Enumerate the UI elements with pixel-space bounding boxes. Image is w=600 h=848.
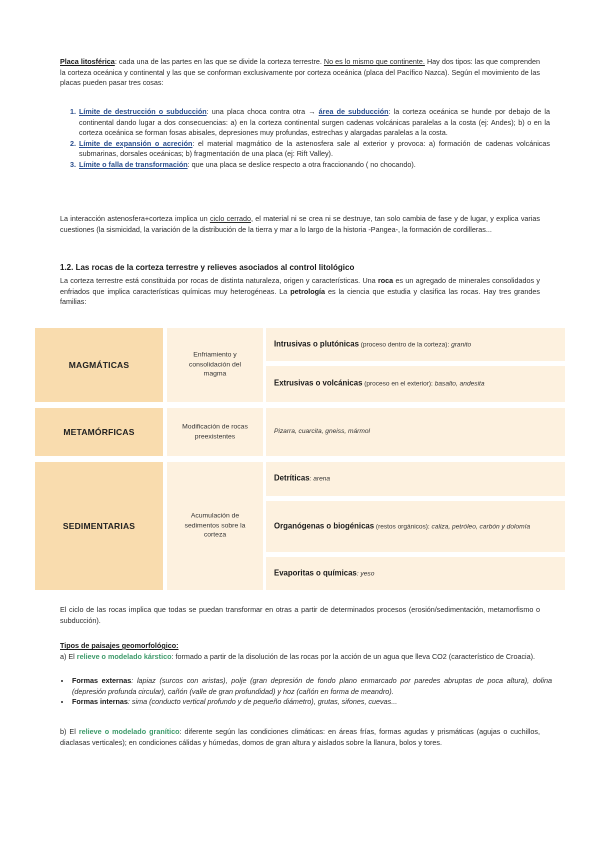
extrusivas-cell (266, 366, 565, 402)
granitic-name: relieve o modelado granítico (78, 727, 180, 736)
cycle-pre: La interacción astenosfera+corteza implica un (60, 214, 210, 223)
section-p3: es la ciencia que estudia y clasifica las rocas. Hay tres grandes familias: (60, 286, 540, 307)
sedimentarias-process-cell (167, 462, 263, 590)
organogenas-example: caliza, petróleo, carbón y dolomía (431, 522, 531, 530)
extrusivas-title: Extrusivas o volcánicas (274, 378, 363, 388)
roca-term: roca (377, 276, 394, 285)
section-paragraph (60, 276, 540, 308)
granitic-text: : diferente según las condiciones climáticas: en áreas frías, formas agudas y prismáticas (agujas o cuchillos, diaclasas verticales); en condiciones cálidas y húmedas, domos de gran altura y aislados sobre la llanura, bolos y tores. (60, 727, 540, 747)
placa-rest: Hay dos tipos: las que comprenden la corteza oceánica y continental y las que se conforman exclusivamente por corteza oceánica (placa del Pacífico Nazca). Según el movimiento de las placas pueden pasar tres cosas: (60, 57, 540, 88)
organogenas-note: (restos orgánicos): (374, 522, 432, 530)
placa-note: No es lo mismo que continente. (323, 57, 425, 66)
magmaticas-name-cell (35, 328, 163, 402)
intrusivas-text (266, 339, 565, 351)
list-item (78, 160, 550, 171)
karst-text: : formado a partir de la disolución de las rocas por la acción de un agua que lleva CO2 (característico de Croacia). (171, 652, 536, 661)
section-p1: La corteza terrestre está constituida por rocas de distinta naturaleza, origen y características. Una (60, 276, 378, 285)
ext-title: Formas externas (72, 676, 132, 685)
limit-text: : la corteza oceánica se hunde por debajo de la continental dando lugar a dos consecuencias: a) en la corteza continental surgen cadenas volcánicas paralelas a la costa (ej: Andes); b) o en la corteza oceánica se forman fosas abisales, depresiones muy profundas, estrechas y alargadas paralelas a la costa. (79, 107, 550, 138)
organogenas-title: Organógenas o biogénicas (274, 520, 375, 530)
paisajes-title-line (60, 641, 540, 652)
evaporitas-cell (266, 557, 565, 590)
ext-text: : lapiaz (surcos con aristas), polje (gran depresión de fondo plano enmarcado por paredes abruptas de poca altura), dolina (depresión profunda circular), cañón (valle de gran profundidad) y hoz (cañón en forma de meandro). (72, 676, 552, 696)
detriticas-cell (266, 462, 565, 496)
limit-sep: : una placa choca contra otra → (206, 107, 319, 116)
cycle-paragraph (60, 214, 540, 235)
limit-title: Límite de destrucción o subducción (79, 107, 207, 116)
limit-text: : el material magmático de la astenosfera sale al exterior y provoca: a) formación de cadenas volcánicas submarinas, dorsales oceánicas; b) fragmentación de una placa (ej: Rift Valley). (79, 138, 550, 159)
metamorficas-name: METAMÓRFICAS (63, 427, 135, 437)
placa-title: Placa litosférica (60, 57, 115, 66)
sedimentarias-name: SEDIMENTARIAS (62, 521, 136, 531)
paisajes-title: Tipos de paisajes geomorfológico: (60, 641, 179, 650)
metamorficas-examples: Pizarra, cuarcita, gneiss, mármol (274, 427, 371, 435)
evaporitas-title: Evaporitas o químicas (274, 567, 357, 577)
organogenas-cell (266, 501, 565, 552)
magmaticas-process-cell (167, 328, 263, 402)
cycle-link: ciclo cerrado (209, 214, 251, 223)
rock-cycle-paragraph: El ciclo de las rocas implica que todas se puedan transformar en otras a partir de determinados procesos (erosión/sedimentación, metamorfismo o subducción). (60, 605, 540, 625)
section-heading: 1.2. Las rocas de la corteza terrestre y relieves asociados al control litológico (60, 263, 355, 272)
limit-text: : que una placa se deslice respecto a otra fraccionando ( no chocando). (187, 159, 416, 169)
karst-paragraph (60, 652, 540, 663)
metamorficas-name-cell (35, 408, 163, 456)
list-item (72, 676, 552, 697)
detriticas-example: : arena (309, 475, 331, 483)
granitic-paragraph (60, 727, 540, 748)
magmaticas-process: Enfriamiento y consolidación del magma (188, 351, 242, 378)
list-item (78, 107, 550, 139)
metamorficas-process-cell (167, 408, 263, 456)
granitic-pre: b) El (60, 727, 79, 736)
intrusivas-cell (266, 328, 565, 361)
sedimentarias-process: Acumulación de sedimentos sobre la corteza (184, 512, 246, 539)
list-item (78, 139, 550, 160)
limit-sub: área de subducción (318, 107, 389, 116)
organogenas-text (266, 521, 565, 533)
section-p2: es un agregado de minerales consolidados y enfriados que implica características químicas muy heterogéneas. La (60, 276, 540, 296)
limits-list (68, 107, 550, 171)
evaporitas-text (266, 568, 565, 580)
sedimentarias-name-cell (35, 462, 163, 590)
metamorficas-examples-text (266, 427, 565, 438)
karst-forms-list (60, 676, 552, 708)
limit-title: Límite o falla de transformación (79, 159, 188, 169)
metamorficas-process: Modificación de rocas preexistentes (182, 423, 248, 440)
evaporitas-example: : yeso (356, 569, 375, 577)
detriticas-title: Detríticas (274, 473, 310, 483)
intrusivas-example: granito (451, 340, 472, 348)
cycle-post: , el material ni se crea ni se destruye, tan solo cambia de fase y de lugar, y explica varias cuestiones (la sismicidad, la variación de la distribución de la tierra y mar a lo largo de la historia -Pangea-, la formación de cordilleras... (60, 214, 540, 234)
extrusivas-example: basalto, andesita (434, 380, 485, 388)
int-text: : sima (conducto vertical profundo y de pequeño diámetro), grutas, sifones, cuevas... (127, 697, 398, 707)
petrologia-term: petrología (290, 286, 326, 296)
placa-desc: : cada una de las partes en las que se divide la corteza terrestre. (114, 57, 324, 66)
extrusivas-text (266, 378, 565, 390)
karst-pre: a) El (60, 652, 77, 661)
extrusivas-note: (proceso en el exterior): (362, 380, 435, 388)
int-title: Formas internas (72, 697, 128, 707)
intrusivas-note: (proceso dentro de la corteza): (358, 340, 452, 348)
intrusivas-title: Intrusivas o plutónicas (274, 338, 359, 348)
metamorficas-examples-cell (266, 408, 565, 456)
karst-name: relieve o modelado kárstico (76, 652, 172, 661)
placa-paragraph (60, 57, 540, 89)
list-item (72, 697, 552, 708)
limit-title: Límite de expansión o acreción (79, 138, 193, 148)
detriticas-text (266, 473, 565, 485)
magmaticas-name: MAGMÁTICAS (68, 360, 130, 370)
